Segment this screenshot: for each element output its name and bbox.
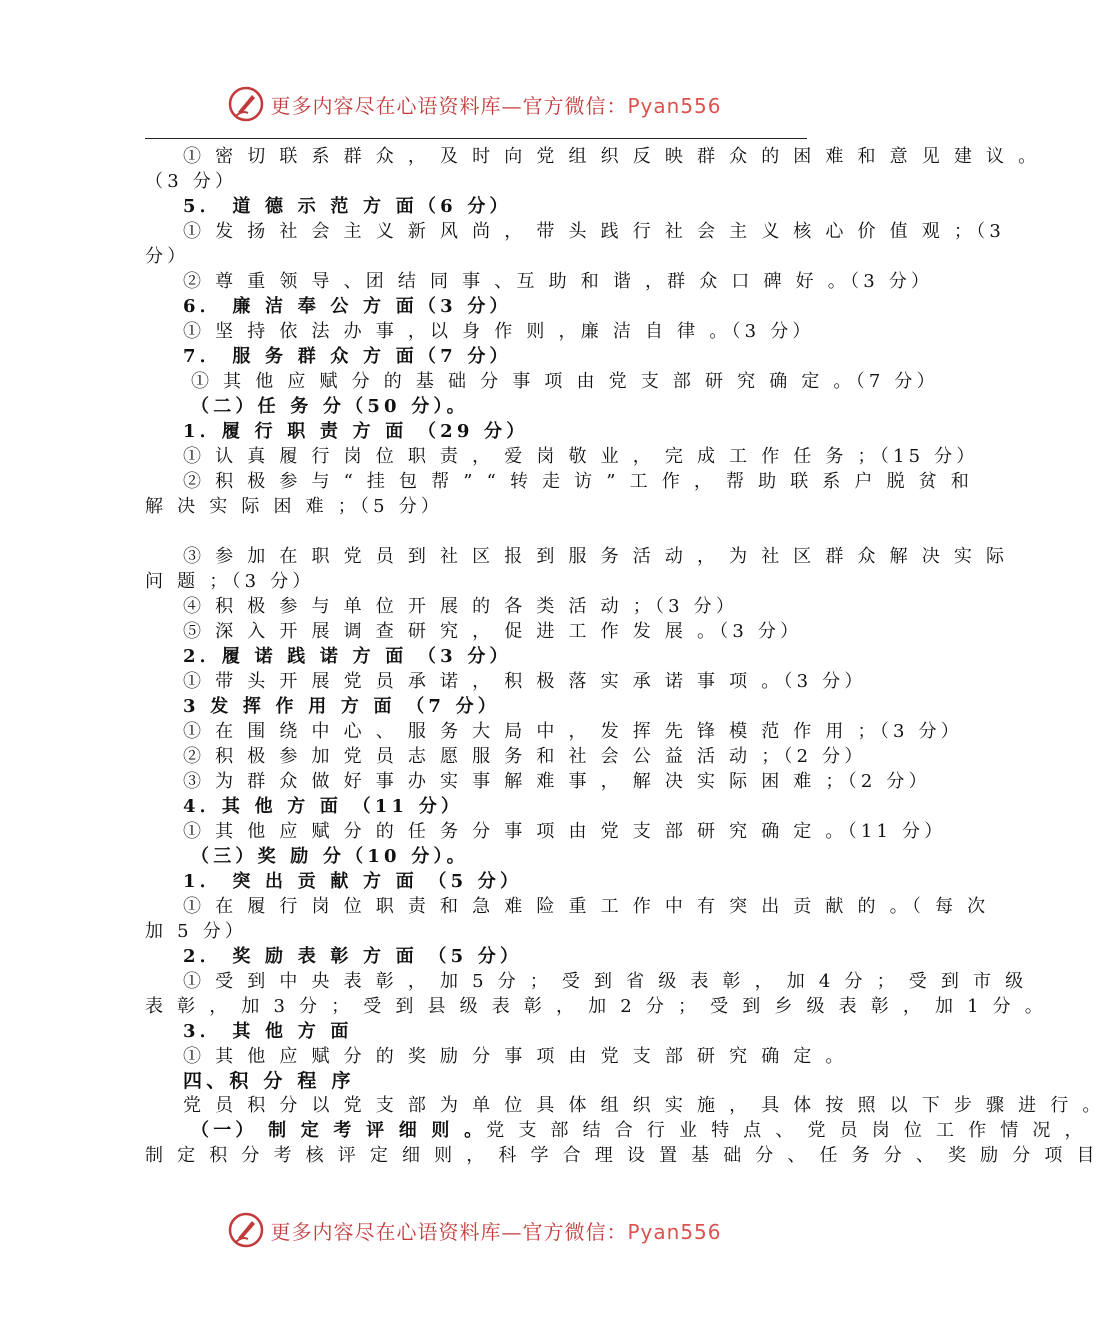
- section-heading: 6． 廉 洁 奉 公 方 面（3 分）: [183, 296, 512, 317]
- header-watermark-banner: [0, 84, 950, 124]
- section-heading: 4．其 他 方 面 （11 分）: [183, 796, 464, 817]
- text-line: ③ 参 加 在 职 党 员 到 社 区 报 到 服 务 活 动 ， 为 社 区 群 众 解 决 实 际: [183, 546, 1009, 567]
- footer-watermark-banner: [0, 1210, 950, 1250]
- text-line: 党 员 积 分 以 党 支 部 为 单 位 具 体 组 织 实 施 ， 具 体 按 照 以 下 步 骤 进 行 。: [183, 1095, 1105, 1116]
- text-line: ① 受 到 中 央 表 彰 ， 加 5 分 ； 受 到 省 级 表 彰 ， 加 4 分 ； 受 到 市 级: [183, 971, 1028, 992]
- section-heading: 5． 道 德 示 范 方 面（6 分）: [183, 196, 512, 217]
- text-line: 问 题 ；（3 分）: [145, 571, 315, 592]
- text-line: ④ 积 极 参 与 单 位 开 展 的 各 类 活 动 ；（3 分）: [183, 596, 739, 617]
- text-line: ① 坚 持 依 法 办 事 ，以 身 作 则 ，廉 洁 自 律 。（3 分）: [183, 321, 815, 342]
- chapter-heading: 四、积 分 程 序: [183, 1070, 355, 1092]
- section-heading: 3 发 挥 作 用 方 面 （7 分）: [183, 696, 500, 717]
- section-heading: （二）任 务 分（50 分）。: [191, 396, 469, 417]
- section-heading: 2．履 诺 践 诺 方 面 （3 分）: [183, 646, 512, 667]
- inline-text: 党 支 部 结 合 行 业 特 点 、 党 员 岗 位 工 作 情 况 ，: [486, 1120, 1087, 1141]
- text-line: （3 分）: [145, 171, 238, 192]
- text-line: ② 积 极 参 加 党 员 志 愿 服 务 和 社 会 公 益 活 动 ；（2 分）: [183, 746, 867, 767]
- footer-banner-text: 更多内容尽在心语资料库—官方微信：Pyan556: [270, 1219, 722, 1244]
- inline-heading: （一） 制 定 考 评 细 则 。: [191, 1120, 487, 1141]
- section-heading: 2． 奖 励 表 彰 方 面 （5 分）: [183, 946, 523, 967]
- text-line: ① 其 他 应 赋 分 的 基 础 分 事 项 由 党 支 部 研 究 确 定 。（7 分）: [191, 371, 939, 392]
- text-line: [145, 1120, 1087, 1142]
- text-line: ⑤ 深 入 开 展 调 查 研 究 ， 促 进 工 作 发 展 。（3 分）: [183, 621, 803, 642]
- text-line: ① 带 头 开 展 党 员 承 诺 ， 积 极 落 实 承 诺 事 项 。（3 分）: [183, 671, 867, 692]
- text-line: ① 认 真 履 行 岗 位 职 责 ， 爱 岗 敬 业 ， 完 成 工 作 任 务 ；（15 分）: [183, 446, 979, 467]
- text-line: 加 5 分）: [145, 921, 248, 942]
- section-heading: （三）奖 励 分（10 分）。: [191, 846, 469, 867]
- text-line: 分）: [145, 246, 190, 267]
- section-heading: 1． 突 出 贡 献 方 面 （5 分）: [183, 871, 523, 892]
- text-line: ① 其 他 应 赋 分 的 任 务 分 事 项 由 党 支 部 研 究 确 定 。（11 分）: [183, 821, 947, 842]
- brand-logo-icon: [228, 1212, 264, 1248]
- header-divider: [145, 138, 807, 139]
- text-line: ① 在 围 绕 中 心 、 服 务 大 局 中 ， 发 挥 先 锋 模 范 作 用 ；（3 分）: [183, 721, 963, 742]
- text-line: ① 发 扬 社 会 主 义 新 风 尚 ， 带 头 践 行 社 会 主 义 核 心 价 值 观 ；（3: [183, 221, 1005, 242]
- text-line: 表 彰 ， 加 3 分 ； 受 到 县 级 表 彰 ， 加 2 分 ； 受 到 乡 级 表 彰 ， 加 1 分 。: [145, 996, 1047, 1017]
- section-heading: 7． 服 务 群 众 方 面（7 分）: [183, 346, 512, 367]
- text-line: ② 尊 重 领 导 、团 结 同 事 、互 助 和 谐 ，群 众 口 碑 好 。（3 分）: [183, 271, 934, 292]
- text-line: ① 其 他 应 赋 分 的 奖 励 分 事 项 由 党 支 部 研 究 确 定 。: [183, 1046, 848, 1067]
- text-line: ① 密 切 联 系 群 众 ， 及 时 向 党 组 织 反 映 群 众 的 困 难 和 意 见 建 议 。: [183, 146, 1041, 167]
- header-banner-text: 更多内容尽在心语资料库—官方微信：Pyan556: [270, 93, 722, 118]
- text-line: ③ 为 群 众 做 好 事 办 实 事 解 难 事 ， 解 决 实 际 困 难 ；（2 分）: [183, 771, 931, 792]
- text-line: ① 在 履 行 岗 位 职 责 和 急 难 险 重 工 作 中 有 突 出 贡 献 的 。（ 每 次: [183, 896, 990, 917]
- text-line: 制 定 积 分 考 核 评 定 细 则 ， 科 学 合 理 设 置 基 础 分 、 任 务 分 、 奖 励 分 项 目: [145, 1145, 1099, 1166]
- section-heading: 1．履 行 职 责 方 面 （29 分）: [183, 421, 529, 442]
- brand-logo-icon: [228, 86, 264, 122]
- text-line: 解 决 实 际 困 难 ；（5 分）: [145, 496, 444, 517]
- section-heading: 3． 其 他 方 面: [183, 1021, 353, 1042]
- text-line: ② 积 极 参 与 “ 挂 包 帮 ” “ 转 走 访 ” 工 作 ， 帮 助 联 系 户 脱 贫 和: [183, 471, 974, 492]
